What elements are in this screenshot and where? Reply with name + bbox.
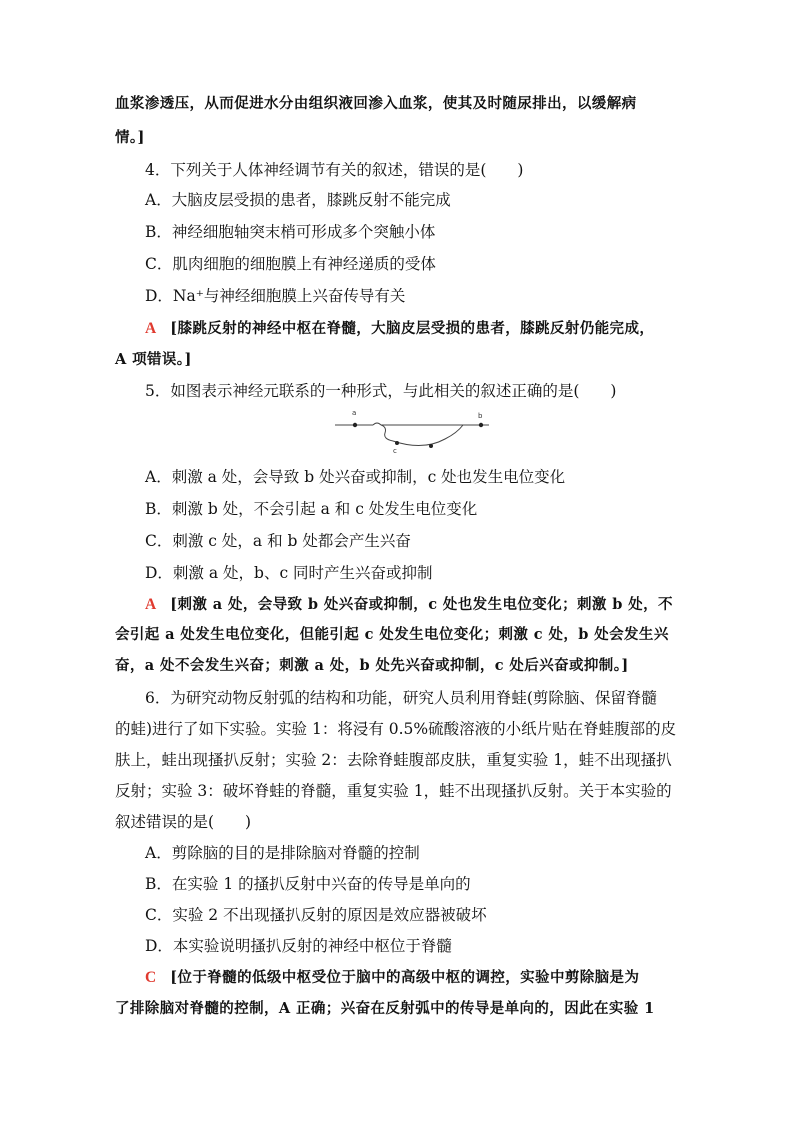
- point-a: [353, 423, 357, 427]
- option-c: C．刺激 c 处，a 和 b 处都会产生兴奋: [145, 532, 411, 550]
- label-a: a: [352, 409, 357, 417]
- label-c: c: [393, 447, 397, 455]
- option-d: D．刺激 a 处，b、c 同时产生兴奋或抑制: [145, 564, 433, 582]
- point-b: [479, 423, 483, 427]
- option-b: B．神经细胞轴突末梢可形成多个突触小体: [145, 223, 436, 241]
- option-d: D．Na⁺与神经细胞膜上兴奋传导有关: [145, 287, 406, 305]
- explanation-line: 血浆渗透压，从而促进水分由组织液回渗入血浆，使其及时随尿排出，以缓解病: [115, 95, 637, 112]
- explanation-line: A 项错误。]: [115, 351, 192, 368]
- explanation-line: 会引起 a 处发生电位变化，但能引起 c 处发生电位变化；刺激 c 处，b 处会发生兴: [115, 626, 669, 643]
- option-d: D．本实验说明搔扒反射的神经中枢位于脊髓: [145, 937, 452, 955]
- question-stem-line: 叙述错误的是( ): [115, 813, 252, 831]
- explanation-line: 了排除脑对脊髓的控制，A 正确；兴奋在反射弧中的传导是单向的，因此在实验 1: [115, 1000, 655, 1017]
- explanation-text: [位于脊髓的低级中枢受位于脑中的高级中枢的调控，实验中剪除脑是为: [170, 969, 640, 986]
- option-b: B．在实验 1 的搔扒反射中兴奋的传导是单向的: [145, 875, 471, 893]
- explanation-line: 情。]: [115, 129, 145, 146]
- point-c: [395, 441, 399, 445]
- point-mid: [429, 444, 433, 448]
- answer-explanation: [145, 967, 639, 988]
- explanation-line: 奋，a 处不会发生兴奋；刺激 a 处，b 处先兴奋或抑制，c 处后兴奋或抑制。]: [115, 657, 629, 674]
- question-stem: 4．下列关于人体神经调节有关的叙述，错误的是( ): [145, 161, 524, 179]
- question-stem-line: 肤上，蛙出现搔扒反射；实验 2：去除脊蛙腹部皮肤，重复实验 1，蛙不出现搔扒: [115, 751, 672, 769]
- explanation-text: [刺激 a 处，会导致 b 处兴奋或抑制，c 处也发生电位变化；刺激 b 处，不: [170, 596, 673, 613]
- question-stem-line: 的蛙)进行了如下实验。实验 1：将浸有 0.5%硫酸溶液的小纸片贴在脊蛙腹部的皮: [115, 720, 677, 738]
- option-a: A．刺激 a 处，会导致 b 处兴奋或抑制，c 处也发生电位变化: [145, 468, 566, 486]
- answer-letter: C: [145, 969, 157, 986]
- option-b: B．刺激 b 处，不会引起 a 和 c 处发生电位变化: [145, 500, 478, 518]
- question-stem-line: 反射；实验 3：破坏脊蛙的脊髓，重复实验 1，蛙不出现搔扒反射。关于本实验的: [115, 782, 672, 800]
- answer-explanation: [145, 594, 673, 615]
- answer-letter: A: [145, 320, 157, 337]
- label-b: b: [478, 412, 483, 420]
- answer-letter: A: [145, 596, 157, 613]
- option-c: C．实验 2 不出现搔扒反射的原因是效应器被破坏: [145, 906, 487, 924]
- question-stem: 6．为研究动物反射弧的结构和功能，研究人员利用脊蛙(剪除脑、保留脊髓: [145, 689, 657, 707]
- answer-explanation: [145, 318, 654, 339]
- question-stem: 5．如图表示神经元联系的一种形式，与此相关的叙述正确的是( ): [145, 382, 617, 400]
- neuron-connection-figure: [333, 405, 493, 455]
- explanation-text: [膝跳反射的神经中枢在脊髓，大脑皮层受损的患者，膝跳反射仍能完成，: [170, 320, 655, 337]
- option-a: A．大脑皮层受损的患者，膝跳反射不能完成: [145, 191, 451, 209]
- option-c: C．肌肉细胞的细胞膜上有神经递质的受体: [145, 255, 436, 273]
- option-a: A．剪除脑的目的是排除脑对脊髓的控制: [145, 844, 420, 862]
